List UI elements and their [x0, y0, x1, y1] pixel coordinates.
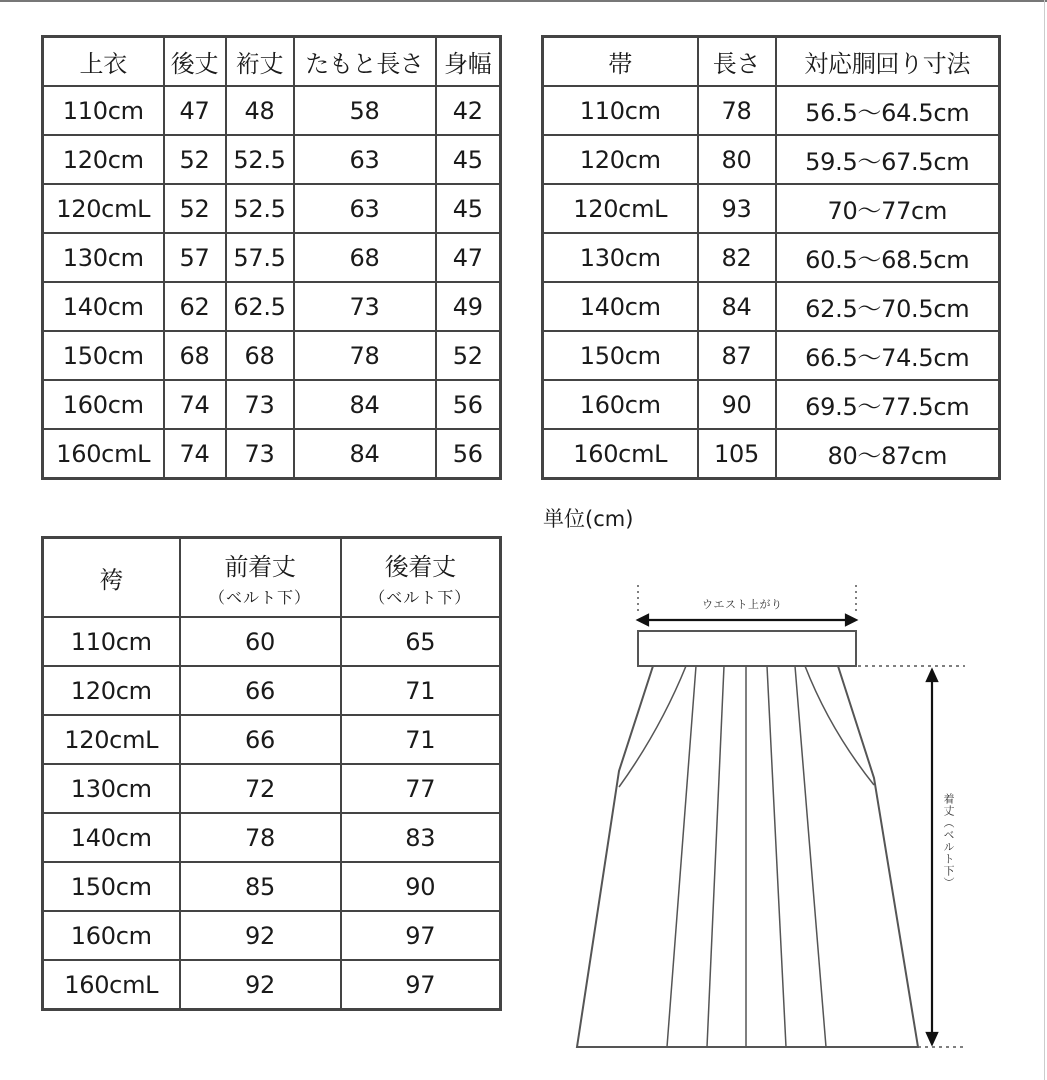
obi-cell: 105: [698, 429, 776, 479]
hakama-cell: 160cmL: [43, 960, 180, 1010]
hakama-cell: 78: [180, 813, 341, 862]
hakama-row: [43, 666, 501, 715]
uwagi-cell: 62: [164, 282, 226, 331]
uwagi-cell: 73: [226, 380, 294, 429]
hakama-row: [43, 715, 501, 764]
hakama-cell: 120cmL: [43, 715, 180, 764]
hakama-cell: 71: [341, 666, 501, 715]
obi-header-cell: 対応胴回り寸法: [776, 37, 1000, 87]
hakama-row: [43, 764, 501, 813]
uwagi-cell: 120cmL: [43, 184, 164, 233]
hakama-cell: 97: [341, 960, 501, 1010]
hakama-header-row: [43, 538, 501, 618]
obi-row: [543, 135, 1000, 184]
obi-cell: 93: [698, 184, 776, 233]
uwagi-cell: 45: [436, 184, 501, 233]
hakama-cell: 60: [180, 617, 341, 666]
hakama-cell: 110cm: [43, 617, 180, 666]
uwagi-cell: 110cm: [43, 86, 164, 135]
obi-cell: 130cm: [543, 233, 698, 282]
hakama-cell: 92: [180, 960, 341, 1010]
obi-cell: 87: [698, 331, 776, 380]
obi-cell: 82: [698, 233, 776, 282]
hakama-row: [43, 911, 501, 960]
hakama-cell: 130cm: [43, 764, 180, 813]
hakama-header-cell: [43, 538, 180, 618]
uwagi-header-cell: 裄丈: [226, 37, 294, 87]
obi-row: [543, 184, 1000, 233]
obi-row: [543, 380, 1000, 429]
obi-size-table: [541, 35, 1001, 480]
uwagi-row: [43, 86, 501, 135]
hakama-header-cell: [341, 538, 501, 618]
obi-cell: 78: [698, 86, 776, 135]
obi-cell: 80: [698, 135, 776, 184]
uwagi-cell: 52: [164, 184, 226, 233]
header-main-label: 袴: [99, 566, 124, 594]
uwagi-row: [43, 380, 501, 429]
hakama-size-table: [41, 536, 502, 1011]
uwagi-cell: 84: [294, 380, 436, 429]
hakama-cell: 85: [180, 862, 341, 911]
uwagi-cell: 130cm: [43, 233, 164, 282]
obi-cell: 66.5〜74.5cm: [776, 331, 1000, 380]
hakama-row: [43, 617, 501, 666]
hakama-cell: 150cm: [43, 862, 180, 911]
hakama-cell: 83: [341, 813, 501, 862]
obi-cell: 80〜87cm: [776, 429, 1000, 479]
obi-row: [543, 429, 1000, 479]
uwagi-cell: 84: [294, 429, 436, 479]
hakama-diagram: [560, 570, 1000, 1070]
uwagi-cell: 68: [294, 233, 436, 282]
obi-cell: 160cmL: [543, 429, 698, 479]
uwagi-cell: 45: [436, 135, 501, 184]
obi-cell: 160cm: [543, 380, 698, 429]
header-main-label: 前着丈: [224, 553, 296, 581]
uwagi-cell: 63: [294, 135, 436, 184]
uwagi-cell: 62.5: [226, 282, 294, 331]
length-measurement-label: 着丈（ベルト下）: [942, 793, 955, 889]
frame-top-border: [0, 0, 1047, 2]
hakama-cell: 65: [341, 617, 501, 666]
uwagi-row: [43, 429, 501, 479]
hakama-cell: 160cm: [43, 911, 180, 960]
uwagi-size-table: [41, 35, 502, 480]
obi-cell: 62.5〜70.5cm: [776, 282, 1000, 331]
frame-right-border: [1044, 0, 1045, 1080]
obi-cell: 110cm: [543, 86, 698, 135]
uwagi-cell: 68: [226, 331, 294, 380]
uwagi-cell: 120cm: [43, 135, 164, 184]
unit-note: 単位(cm): [543, 507, 634, 531]
obi-cell: 70〜77cm: [776, 184, 1000, 233]
uwagi-cell: 42: [436, 86, 501, 135]
hakama-cell: 72: [180, 764, 341, 813]
uwagi-cell: 47: [164, 86, 226, 135]
obi-cell: 84: [698, 282, 776, 331]
hakama-cell: 97: [341, 911, 501, 960]
hakama-cell: 92: [180, 911, 341, 960]
uwagi-cell: 52: [436, 331, 501, 380]
obi-header-row: [543, 37, 1000, 87]
uwagi-cell: 74: [164, 429, 226, 479]
uwagi-cell: 52: [164, 135, 226, 184]
hakama-cell: 66: [180, 666, 341, 715]
obi-cell: 56.5〜64.5cm: [776, 86, 1000, 135]
uwagi-header-cell: 上衣: [43, 37, 164, 87]
obi-row: [543, 331, 1000, 380]
uwagi-row: [43, 282, 501, 331]
uwagi-header-row: [43, 37, 501, 87]
uwagi-cell: 52.5: [226, 184, 294, 233]
uwagi-row: [43, 184, 501, 233]
obi-header-cell: 長さ: [698, 37, 776, 87]
obi-cell: 120cmL: [543, 184, 698, 233]
uwagi-row: [43, 331, 501, 380]
header-main-label: 後着丈: [384, 553, 456, 581]
uwagi-cell: 56: [436, 380, 501, 429]
obi-row: [543, 282, 1000, 331]
hakama-cell: 90: [341, 862, 501, 911]
uwagi-cell: 58: [294, 86, 436, 135]
uwagi-cell: 68: [164, 331, 226, 380]
uwagi-row: [43, 233, 501, 282]
hakama-row: [43, 862, 501, 911]
hakama-cell: 66: [180, 715, 341, 764]
hakama-header-cell: [180, 538, 341, 618]
uwagi-cell: 57.5: [226, 233, 294, 282]
waist-measurement-label: ウエスト上がり: [702, 598, 783, 611]
uwagi-header-cell: たもと長さ: [294, 37, 436, 87]
hakama-cell: 71: [341, 715, 501, 764]
uwagi-cell: 63: [294, 184, 436, 233]
obi-cell: 140cm: [543, 282, 698, 331]
obi-cell: 59.5〜67.5cm: [776, 135, 1000, 184]
obi-cell: 150cm: [543, 331, 698, 380]
hakama-cell: 120cm: [43, 666, 180, 715]
obi-cell: 69.5〜77.5cm: [776, 380, 1000, 429]
obi-row: [543, 233, 1000, 282]
uwagi-cell: 52.5: [226, 135, 294, 184]
uwagi-cell: 73: [294, 282, 436, 331]
uwagi-cell: 160cm: [43, 380, 164, 429]
hakama-cell: 140cm: [43, 813, 180, 862]
uwagi-cell: 140cm: [43, 282, 164, 331]
obi-cell: 120cm: [543, 135, 698, 184]
obi-row: [543, 86, 1000, 135]
uwagi-cell: 160cmL: [43, 429, 164, 479]
uwagi-cell: 56: [436, 429, 501, 479]
uwagi-cell: 150cm: [43, 331, 164, 380]
uwagi-cell: 48: [226, 86, 294, 135]
header-sub-label: （ベルト下）: [369, 588, 472, 607]
uwagi-cell: 57: [164, 233, 226, 282]
uwagi-cell: 49: [436, 282, 501, 331]
hakama-cell: 77: [341, 764, 501, 813]
obi-cell: 60.5〜68.5cm: [776, 233, 1000, 282]
uwagi-cell: 73: [226, 429, 294, 479]
uwagi-cell: 47: [436, 233, 501, 282]
uwagi-cell: 78: [294, 331, 436, 380]
uwagi-row: [43, 135, 501, 184]
obi-header-cell: 帯: [543, 37, 698, 87]
hakama-row: [43, 960, 501, 1010]
header-sub-label: （ベルト下）: [208, 588, 311, 607]
uwagi-header-cell: 後丈: [164, 37, 226, 87]
hakama-row: [43, 813, 501, 862]
uwagi-cell: 74: [164, 380, 226, 429]
obi-cell: 90: [698, 380, 776, 429]
uwagi-header-cell: 身幅: [436, 37, 501, 87]
